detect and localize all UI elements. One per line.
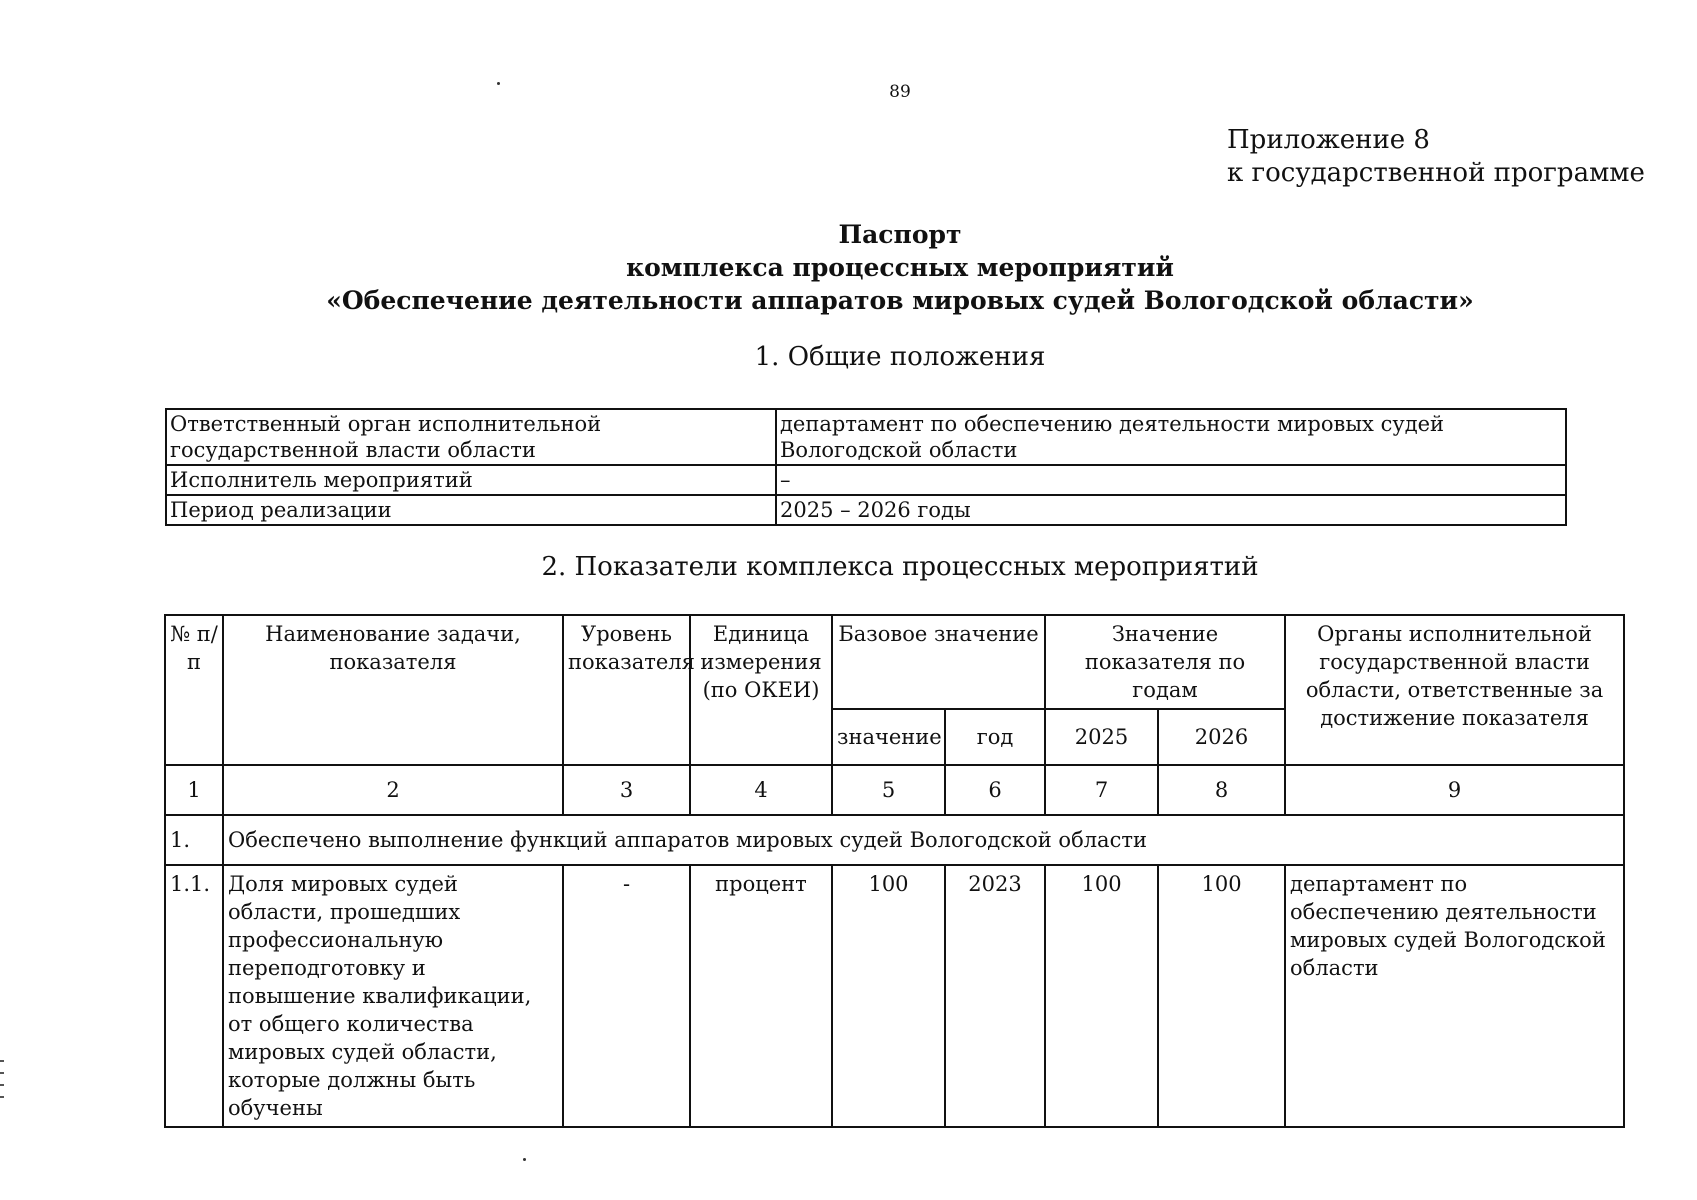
header-unit: Единица измерения (по ОКЕИ) xyxy=(690,615,832,765)
indicator-row xyxy=(165,865,1624,1127)
header-level: Уровень показателя xyxy=(563,615,690,765)
column-number: 4 xyxy=(690,765,832,815)
indicator-unit: процент xyxy=(690,865,832,1127)
table-row xyxy=(166,409,1566,465)
scan-edge-mark xyxy=(0,1060,4,1062)
row-label: Период реализации xyxy=(166,495,776,525)
row-value: – xyxy=(776,465,1566,495)
header-name: Наименование задачи, показателя xyxy=(223,615,563,765)
row-value: департамент по обеспечению деятельности мировых судей Вологодской области xyxy=(776,409,1566,465)
header-base-value: значение xyxy=(832,709,945,765)
indicator-name: Доля мировых судей области, прошедших профессиональную переподготовку и повышение квалификации, от общего количества мировых судей области, которые должны быть обучены xyxy=(223,865,563,1127)
indicator-base-value: 100 xyxy=(832,865,945,1127)
scan-edge-mark xyxy=(0,1096,4,1098)
section1-heading: 1. Общие положения xyxy=(754,342,1046,372)
appendix-line1: Приложение 8 xyxy=(1227,125,1430,155)
scan-edge-mark xyxy=(0,1072,4,1074)
table-row xyxy=(166,465,1566,495)
header-2025: 2025 xyxy=(1045,709,1158,765)
column-number: 3 xyxy=(563,765,690,815)
header-base-year: год xyxy=(945,709,1045,765)
indicator-responsible: департамент по обеспечению деятельности мировых судей Вологодской области xyxy=(1285,865,1624,1127)
title-line2: комплекса процессных мероприятий xyxy=(626,253,1174,282)
header-row xyxy=(165,615,1624,709)
indicator-2026: 100 xyxy=(1158,865,1285,1127)
indicators-table xyxy=(164,614,1625,1128)
title-line3: «Обеспечение деятельности аппаратов мировых судей Вологодской области» xyxy=(326,286,1474,315)
header-num: № п/п xyxy=(165,615,223,765)
page-number: 89 xyxy=(889,82,911,102)
row-label: Ответственный орган исполнительной государственной власти области xyxy=(166,409,776,465)
header-responsible: Органы исполнительной государственной власти области, ответственные за достижение показателя xyxy=(1285,615,1624,765)
indicator-base-year: 2023 xyxy=(945,865,1045,1127)
document-title xyxy=(0,218,1697,317)
column-number: 5 xyxy=(832,765,945,815)
column-number: 2 xyxy=(223,765,563,815)
scan-dot xyxy=(497,82,500,85)
column-number: 8 xyxy=(1158,765,1285,815)
appendix-note xyxy=(1227,124,1645,190)
appendix-line2: к государственной программе xyxy=(1227,158,1645,188)
indicator-num: 1.1. xyxy=(165,865,223,1127)
table-row xyxy=(166,495,1566,525)
row-label: Исполнитель мероприятий xyxy=(166,465,776,495)
section2-heading: 2. Показатели комплекса процессных мероприятий xyxy=(541,552,1259,582)
column-number: 1 xyxy=(165,765,223,815)
column-numbers-row xyxy=(165,765,1624,815)
task-row xyxy=(165,815,1624,865)
title-line1: Паспорт xyxy=(838,220,962,249)
task-num: 1. xyxy=(165,815,223,865)
column-number: 9 xyxy=(1285,765,1624,815)
scan-edge-mark xyxy=(0,1084,4,1086)
row-value: 2025 – 2026 годы xyxy=(776,495,1566,525)
header-by-years: Значение показателя по годам xyxy=(1045,615,1285,709)
scan-dot xyxy=(523,1158,526,1161)
general-provisions-table xyxy=(165,408,1567,526)
header-2026: 2026 xyxy=(1158,709,1285,765)
column-number: 6 xyxy=(945,765,1045,815)
header-base: Базовое значение xyxy=(832,615,1045,709)
indicator-level: - xyxy=(563,865,690,1127)
column-number: 7 xyxy=(1045,765,1158,815)
indicator-2025: 100 xyxy=(1045,865,1158,1127)
task-name: Обеспечено выполнение функций аппаратов мировых судей Вологодской области xyxy=(223,815,1624,865)
